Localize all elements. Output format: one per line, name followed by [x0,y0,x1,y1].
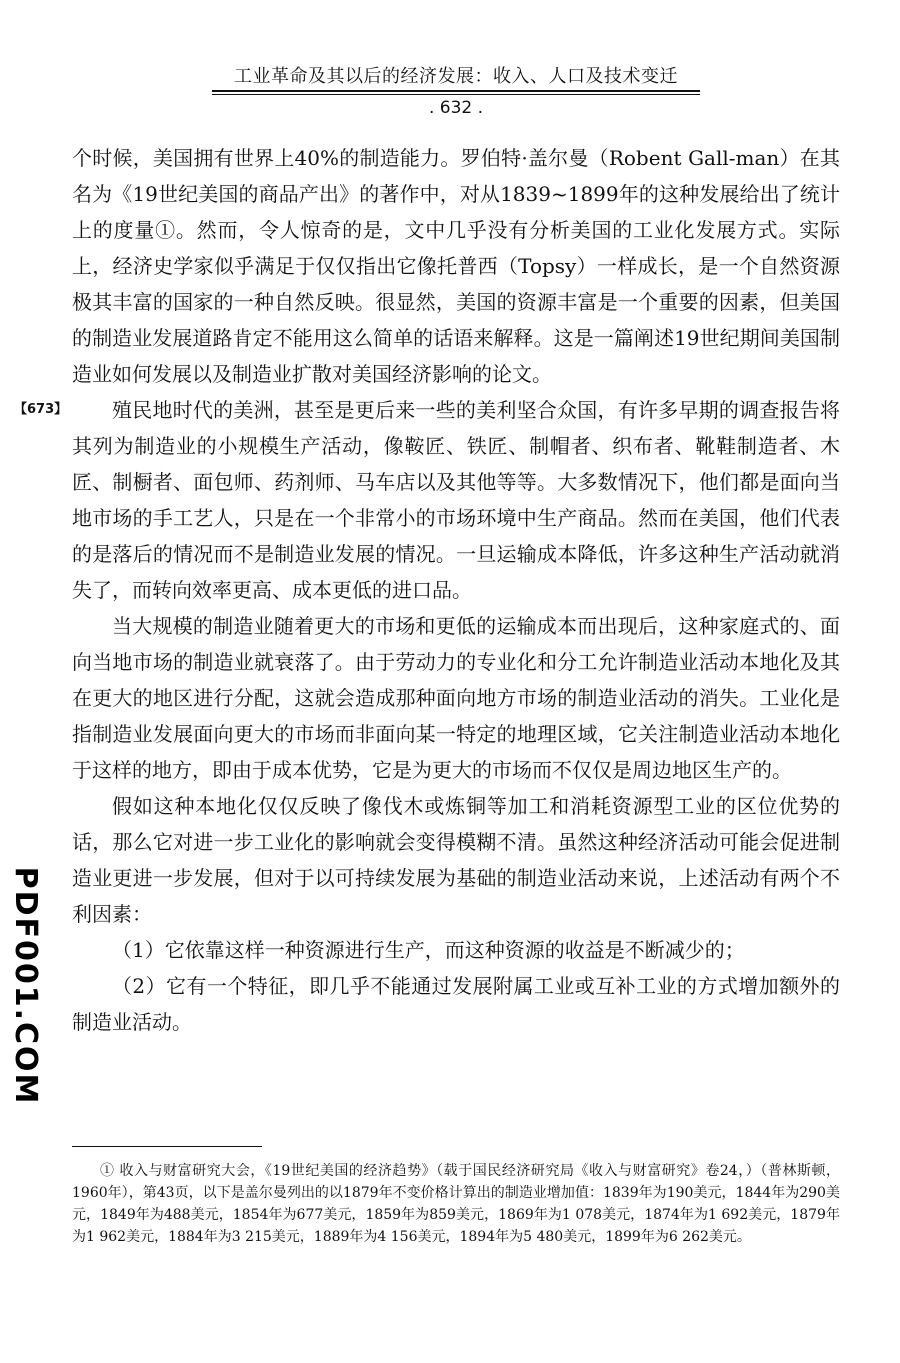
paragraph-1: 个时候，美国拥有世界上40%的制造能力。罗伯特·盖尔曼（Robent Gall-man）在其名为《19世纪美国的商品产出》的著作中，对从1839~1899年的这种发展给出了统计上的度量①。然而，令人惊奇的是，文中几乎没有分析美国的工业化发展方式。实际上，经济史学家似乎满足于仅仅指出它像托普西（Topsy）一样成长，是一个自然资源极其丰富的国家的一种自然反映。很显然，美国的资源丰富是一个重要的因素，但美国的制造业发展道路肯定不能用这么简单的话语来解释。这是一篇阐述19世纪期间美国制造业如何发展以及制造业扩散对美国经济影响的论文。 [72,146,840,386]
footnote-rule [72,1146,262,1147]
footnote-text: ① 收入与财富研究大会，《19世纪美国的经济趋势》（载于国民经济研究局《收入与财富研究》卷24，）（普林斯顿，1960年），第43页，以下是盖尔曼列出的以1879年不变价格计算出的制造业增加值：1839年为190美元，1844年为290美元，1849年为488美元，1854年为677美元，1859年为859美元，1869年为1 078美元，1874年为1 692美元，1879年为1 962美元，1884年为3 215美元，1889年为4 156美元，1894年为5 480美元，1899年为6 262美元。 [72,1163,840,1245]
list-item-2: （2）它有一个特征，即几乎不能通过发展附属工业或互补工业的方式增加额外的制造业活动。 [72,974,840,1034]
header-rule [212,90,700,92]
footnote [72,1160,840,1248]
paragraph-3: 当大规模的制造业随着更大的市场和更低的运输成本而出现后，这种家庭式的、面向当地市场的制造业就衰落了。由于劳动力的专业化和分工允许制造业活动本地化及其在更大的地区进行分配，这就会造成那种面向地方市场的制造业活动的消失。工业化是指制造业发展面向更大的市场而非面向某一特定的地理区域，它关注制造业活动本地化于这样的地方，即由于成本优势，它是为更大的市场而不仅仅是周边地区生产的。 [72,614,840,782]
body-text [72,140,840,1040]
page-number: . 632 . [428,98,484,118]
header-rule-thin [212,94,700,95]
watermark: PDF001.COM [8,866,43,1106]
paragraph-4: 假如这种本地化仅仅反映了像伐木或炼铜等加工和消耗资源型工业的区位优势的话，那么它对进一步工业化的影响就会变得模糊不清。虽然这种经济活动可能会促进制造业更进一步发展，但对于以可持续发展为基础的制造业活动来说，上述活动有两个不利因素： [72,794,840,926]
margin-page-marker: 【673】 [14,402,68,417]
list-item-1: （1）它依靠这样一种资源进行生产，而这种资源的收益是不断减少的； [112,938,745,962]
running-header: 工业革命及其以后的经济发展：收入、人口及技术变迁 [234,66,678,87]
paragraph-2: 殖民地时代的美洲，甚至是更后来一些的美利坚合众国，有许多早期的调查报告将其列为制造业的小规模生产活动，像鞍匠、铁匠、制帽者、织布者、靴鞋制造者、木匠、制橱者、面包师、药剂师、马车店以及其他等等。大多数情况下，他们都是面向当地市场的手工艺人，只是在一个非常小的市场环境中生产商品。然而在美国，他们代表的是落后的情况而不是制造业发展的情况。一旦运输成本降低，许多这种生产活动就消失了，而转向效率更高、成本更低的进口品。 [72,398,840,602]
